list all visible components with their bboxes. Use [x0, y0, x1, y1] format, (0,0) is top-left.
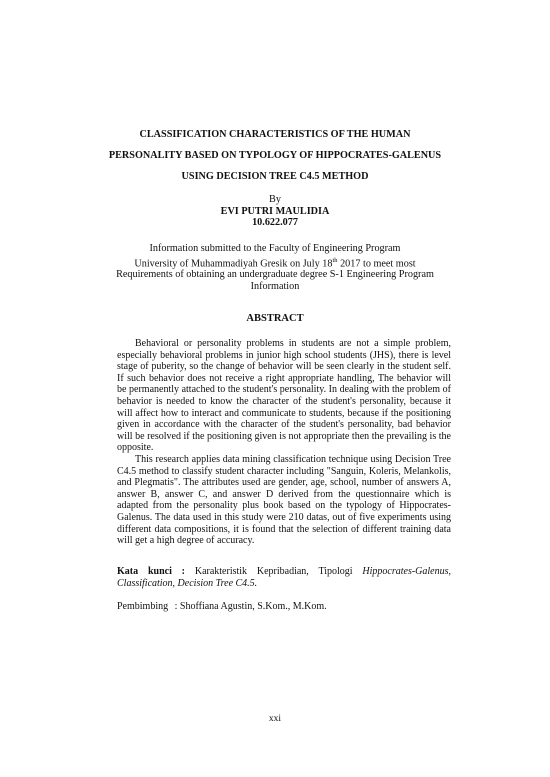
page-number: xxi: [268, 714, 282, 724]
info-line-2: University of Muhammadiyah Gresik on July 18th 2017 to meet most: [134, 256, 416, 269]
title-line-2: PERSONALITY BASED ON TYPOLOGY OF HIPPOCRATES-GALENUS: [108, 150, 442, 161]
abstract-paragraph-2: This research applies data mining classification technique using Decision Tree C4.5 method to classify student character including "Sanguin, Koleris, Melankolis, and Plegmatis". The attributes used are gender, age, school, number of answers A, answer B, answer C, and answer D derived from the questionnaire which is adapted from the personality plus book based on the typology of Hippocrates-Galenus. The data used in this study were 210 datas, out of five experiments using different data compositions, it is found that the selection of different training data will get a high degree of accuracy.: [117, 453, 451, 547]
title-line-1: CLASSIFICATION CHARACTERISTICS OF THE HUMAN: [139, 129, 411, 140]
author-name: EVI PUTRI MAULIDIA: [220, 205, 330, 217]
abstract-paragraph-1: Behavioral or personality problems in students are not a simple problem, especially behavioral problems in junior high school students (JHS), there is level stage of puberity, so the change of behavior will be seen clearly in the student self. If such behavior does not receive a right appropriate handling, The behavior will be permanently attached to the student's personality. In dealing with the problem of behavior is needed to know the character of the student's personality, because it will affect how to interact and communicate to students, because if the positioning given in accordance with the character of the student's personality, bad behavior will be resolved if the positioning given is not appropriate then the prevailing is the opposite.: [117, 338, 451, 454]
submission-info: [0, 243, 550, 292]
supervisor-line: [117, 601, 327, 613]
title-line-3: USING DECISION TREE C4.5 METHOD: [181, 171, 369, 182]
abstract-heading: ABSTRACT: [246, 313, 304, 324]
info-line-4: Information: [250, 280, 300, 292]
author-block: [0, 194, 550, 229]
student-id: 10.622.077: [252, 217, 298, 228]
supervisor-label: Pembimbing: [117, 601, 169, 612]
by-label: By: [269, 194, 281, 205]
supervisor-value: : Shoffiana Agustin, S.Kom., M.Kom.: [174, 601, 327, 612]
keywords-italic: Hippocrates-Galenus, Classification, Decision Tree C4.5.: [117, 566, 451, 589]
keywords-text: Karakteristik Kepribadian, Tipologi: [185, 566, 363, 577]
info-line-1: Information submitted to the Faculty of Engineering Program: [149, 243, 401, 254]
keywords-label: Kata kunci :: [117, 566, 186, 577]
abstract-body: [117, 338, 451, 547]
keywords: [117, 566, 451, 589]
info-line-3: Requirements of obtaining an undergraduate degree S-1 Engineering Program: [116, 269, 434, 281]
paper-title: [0, 124, 550, 187]
